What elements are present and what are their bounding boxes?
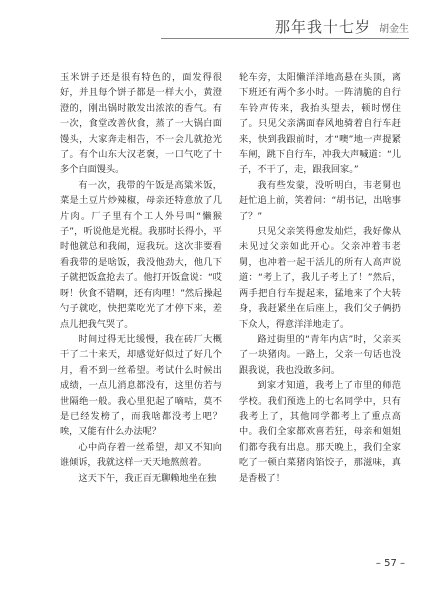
paragraph: 时间过得无比缓慢，我在砖厂大概干了二十来天，却感觉好似过了好几个月，看不到一丝希望。考试什么时候出成绩，一点儿消息都没有，这里仿若与世隔绝一般。我心里犯起了嘀咕，莫不是已经发榜了，而我啥都没考上吧？唉，又能有什么办法呢？ xyxy=(60,333,222,438)
page-number: – 57 – xyxy=(375,558,405,569)
paragraph: 轮车旁，太阳懒洋洋地高悬在头顶，离下班还有两个多小时。一阵清脆的自行车铃声传来，我抬头望去，顿时愣住了。只见父亲满面春风地骑着自行车赶来，快到我跟前时，才“噢”地一声提紧车闸，跳下自行车，冲我大声喊道：“儿子，不干了，走，跟我回家。” xyxy=(239,72,401,176)
paragraph: 我有些发蒙，没听明白，韦老舅也赶忙追上前，笑着问：“胡书记，出啥事了？” xyxy=(239,179,401,222)
left-text-column xyxy=(60,70,222,560)
paragraph: 到家才知道，我考上了市里的师范学校。我们预选上的七名同学中，只有我考上了，其他同学都考上了重点高中。我们全家都欢喜若狂，母亲和姐姐们都夸我有出息。那天晚上，我们全家吃了一顿白菜猪肉馅饺子，那滋味，真是香极了！ xyxy=(239,380,401,484)
paragraph: 心中尚存着一丝希望，却又不知向谁倾诉，我就这样一天天地熬煎着。 xyxy=(60,441,222,469)
article-author: 胡金生 xyxy=(379,24,409,35)
paragraph: 有一次，我带的午饭是高粱米饭，菜是土豆片炒辣椒，母亲还特意放了几片肉。厂子里有个工人外号叫“懒猴子”，听说他是光棍。我那时长得小，平时他就总和我闹，逗我玩。这次非要看看我带的是啥饭，我没他劲大，他几下子就把饭盒抢去了。他打开饭盒说：“哎呀！伙食不错啊，还有肉哩！”然后操起勺子就吃，快把菜吃光了才停下来，差点儿把我气哭了。 xyxy=(60,179,222,330)
right-text-column xyxy=(239,70,401,560)
article-title: 那年我十七岁 xyxy=(274,18,371,36)
paragraph: 这天下午，我正百无聊赖地坐在独 xyxy=(78,472,217,484)
page-header xyxy=(0,0,427,68)
paragraph: 只见父亲笑得愈发灿烂，我好像从未见过父亲如此开心。父亲冲着韦老舅，也冲着一起干活儿的所有人高声说道：“考上了，我儿子考上了！”然后，两手把自行车提起来，猛地来了个大转身，我赶紧坐在后座上，我们父子俩扔下众人，得意洋洋地走了。 xyxy=(239,226,401,330)
paragraph: 路过街里的“青年内店”时，父亲买了一块猪肉。一路上，父亲一句话也没跟我说，我也没敢多问。 xyxy=(239,333,401,376)
header-divider xyxy=(161,38,409,39)
paragraph: 玉米饼子还是很有特色的，面发得很好，并且每个饼子都是一样大小，黄澄澄的，刚出锅时散发出浓浓的香气。有一次，食堂改善伙食，蒸了一大锅白面馒头，大家奔走相告，不一会儿就抢光了。有个山东大汉老褒，一口气吃了十多个白面馒头。 xyxy=(60,72,222,176)
